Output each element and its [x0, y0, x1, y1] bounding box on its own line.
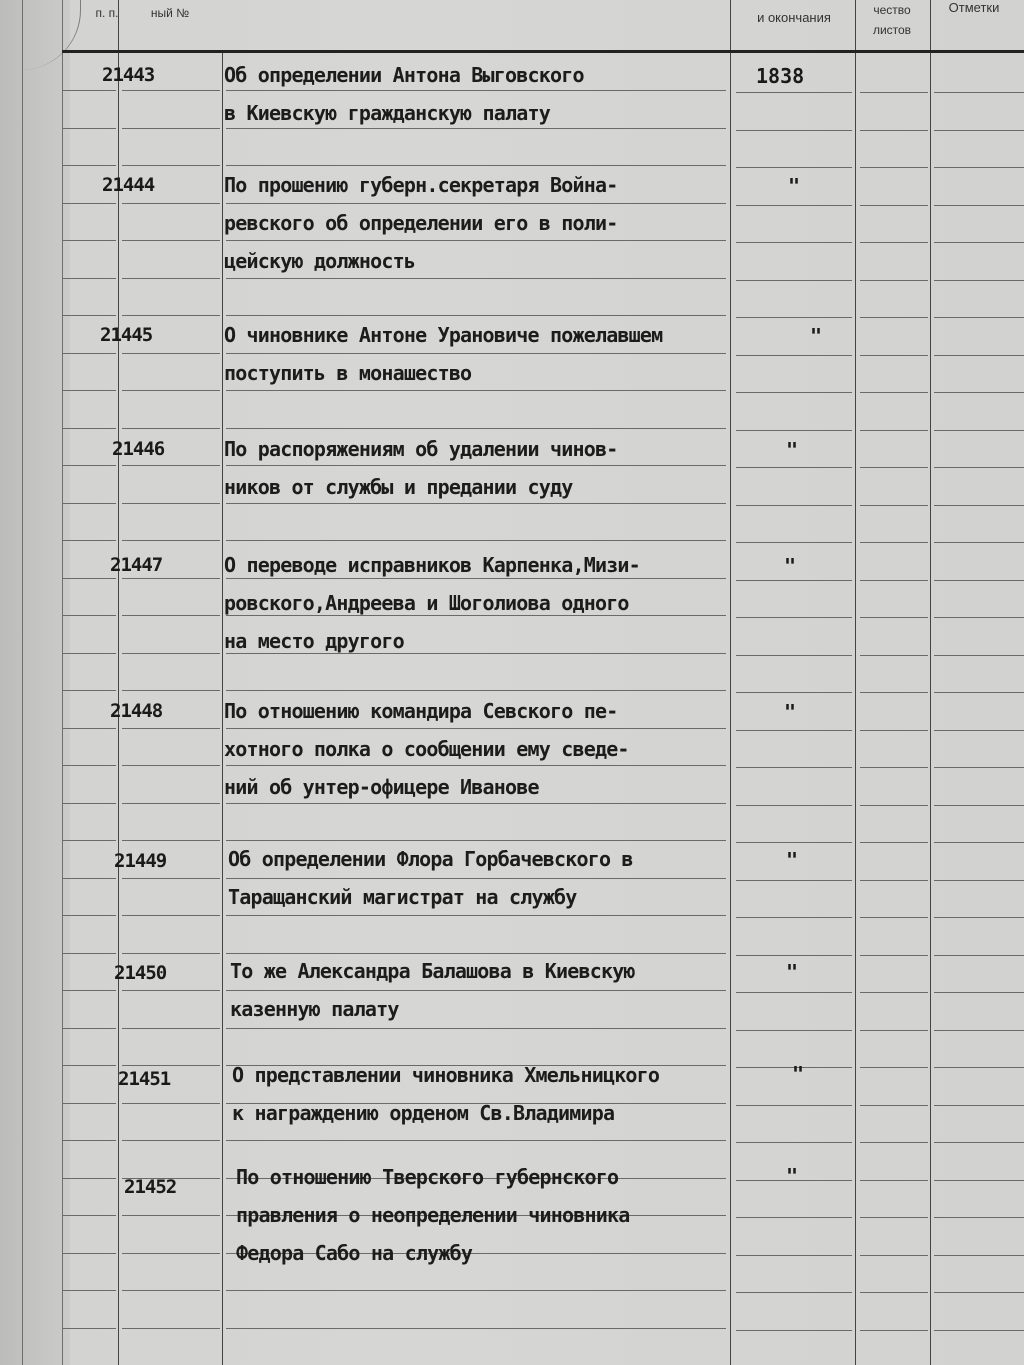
ruled-line [860, 467, 928, 468]
ruled-line [736, 467, 852, 468]
ruled-line [736, 355, 852, 356]
ruled-line [736, 1030, 852, 1031]
entry-number: 21444 [102, 174, 155, 196]
ruled-line [62, 578, 116, 579]
entry-ditto: " [786, 438, 799, 462]
ruled-line [62, 278, 116, 279]
entry-text-line: Об определении Флора Горбачевского в [228, 847, 633, 871]
ruled-line [860, 1067, 928, 1068]
ruled-line [226, 1290, 726, 1291]
ruled-line [860, 317, 928, 318]
ruled-line [62, 203, 116, 204]
ruled-line [62, 1028, 116, 1029]
ruled-line [860, 1030, 928, 1031]
ruled-line [934, 355, 1024, 356]
ruled-line [860, 955, 928, 956]
ruled-line [736, 1142, 852, 1143]
ruled-line [934, 917, 1024, 918]
ruled-line [122, 540, 220, 541]
ruled-line [122, 878, 220, 879]
ruled-line [62, 353, 116, 354]
ruled-line [860, 842, 928, 843]
ruled-line [226, 315, 726, 316]
entry-text-line: ревского об определении его в поли- [224, 211, 618, 235]
ruled-line [62, 690, 116, 691]
ruled-line [860, 1105, 928, 1106]
ruled-line [736, 92, 852, 93]
ruled-line [122, 578, 220, 579]
entry-text-line: на место другого [224, 629, 404, 653]
ruled-line [736, 242, 852, 243]
ruled-line [226, 428, 726, 429]
entry-ditto: " [784, 554, 797, 578]
ruled-line [62, 803, 116, 804]
ruled-line [736, 1292, 852, 1293]
ruled-line [934, 805, 1024, 806]
ruled-line [736, 1105, 852, 1106]
ruled-line [62, 915, 116, 916]
ruled-line [62, 1103, 116, 1104]
entry-text-line: По отношению командира Севского пе- [224, 699, 618, 723]
entry-text-line: цейскую должность [224, 249, 416, 273]
entry-year: 1838 [756, 64, 805, 88]
entry-ditto: " [786, 960, 799, 984]
ruled-line [122, 1103, 220, 1104]
entry-text-line: То же Александра Балашова в Киевскую [230, 959, 635, 983]
ruled-line [62, 990, 116, 991]
ruled-line [860, 580, 928, 581]
entry-text-line: поступить в монашество [224, 361, 472, 385]
entry-number: 21448 [110, 700, 163, 722]
ruled-line [122, 765, 220, 766]
ruled-line [860, 917, 928, 918]
ruled-line [934, 1330, 1024, 1331]
ruled-line [736, 505, 852, 506]
ruled-line [860, 505, 928, 506]
ruled-line [860, 767, 928, 768]
entry-text-line: ний об унтер-офицере Иванове [224, 775, 539, 799]
ruled-line [736, 692, 852, 693]
entry-text-line: По отношению Тверского губернского [236, 1165, 619, 1189]
entry-text-line: По распоряжениям об удалении чинов- [224, 437, 618, 461]
ruled-line [736, 542, 852, 543]
ruled-line [122, 803, 220, 804]
ruled-line [62, 615, 116, 616]
ruled-line [122, 653, 220, 654]
ruled-line [62, 653, 116, 654]
ruled-line [860, 805, 928, 806]
ruled-line [860, 692, 928, 693]
ruled-line [736, 767, 852, 768]
ruled-line [860, 730, 928, 731]
ruled-line [736, 992, 852, 993]
header-sheets: чество листов [872, 3, 912, 37]
ruled-line [934, 542, 1024, 543]
column-rule [222, 50, 223, 1365]
ruled-line [122, 390, 220, 391]
ruled-line [860, 92, 928, 93]
ruled-line [934, 617, 1024, 618]
ruled-line [122, 1028, 220, 1029]
ruled-line [860, 205, 928, 206]
ruled-line [62, 1290, 116, 1291]
header-notes: Отметки [948, 0, 1000, 15]
ruled-line [860, 1142, 928, 1143]
column-rule [930, 0, 931, 1365]
entry-number: 21452 [124, 1176, 177, 1198]
table-header [62, 0, 1024, 53]
ruled-line [934, 655, 1024, 656]
ruled-line [934, 205, 1024, 206]
entry-text-line: Федора Сабо на службу [236, 1241, 473, 1265]
entry-ditto: " [786, 1164, 799, 1188]
ruled-line [736, 430, 852, 431]
ruled-line [934, 955, 1024, 956]
ruled-line [934, 92, 1024, 93]
entry-number: 21446 [112, 438, 165, 460]
ruled-line [934, 1142, 1024, 1143]
ruled-line [934, 1292, 1024, 1293]
ruled-line [62, 765, 116, 766]
ruled-line [934, 730, 1024, 731]
ruled-line [934, 1217, 1024, 1218]
ruled-line [226, 690, 726, 691]
ruled-line [934, 1255, 1024, 1256]
entry-number: 21449 [114, 850, 167, 872]
entry-text-line: в Киевскую гражданскую палату [224, 101, 550, 125]
entry-text-line: правления о неопределении чиновника [236, 1203, 630, 1227]
ruled-line [736, 280, 852, 281]
entry-text-line: По прошению губерн.секретаря Война- [224, 173, 618, 197]
ruled-line [122, 1140, 220, 1141]
ruled-line [122, 240, 220, 241]
header-number: ный № [150, 6, 190, 20]
ruled-line [934, 692, 1024, 693]
ruled-line [62, 728, 116, 729]
ruled-line [934, 280, 1024, 281]
ruled-line [860, 430, 928, 431]
page-edge [22, 0, 23, 1365]
entry-number: 21447 [110, 554, 163, 576]
entry-number: 21450 [114, 962, 167, 984]
ruled-line [736, 392, 852, 393]
ruled-line [934, 992, 1024, 993]
ruled-line [860, 1255, 928, 1256]
page-binding [0, 0, 70, 1365]
ruled-line [122, 1065, 220, 1066]
ruled-line [860, 167, 928, 168]
ruled-line [736, 955, 852, 956]
entry-ditto: " [788, 174, 801, 198]
ruled-line [736, 842, 852, 843]
ruled-line [122, 278, 220, 279]
ruled-line [62, 165, 116, 166]
ruled-line [860, 880, 928, 881]
ruled-line [934, 1067, 1024, 1068]
entry-text-line: О чиновнике Антоне Урановиче пожелавшем [224, 323, 663, 347]
ruled-line [860, 542, 928, 543]
ruled-line [226, 1140, 726, 1141]
ruled-line [934, 242, 1024, 243]
entry-text-line: О представлении чиновника Хмельницкого [232, 1063, 660, 1087]
ruled-line [122, 690, 220, 691]
ruled-line [860, 655, 928, 656]
ruled-line [62, 503, 116, 504]
ruled-line [736, 880, 852, 881]
ruled-line [62, 953, 116, 954]
ruled-line [62, 878, 116, 879]
ruled-line [736, 317, 852, 318]
ruled-line [736, 805, 852, 806]
ruled-line [62, 465, 116, 466]
ruled-line [62, 1328, 116, 1329]
ruled-line [122, 203, 220, 204]
ruled-line [934, 767, 1024, 768]
ruled-line [122, 1253, 220, 1254]
entry-number: 21451 [118, 1068, 171, 1090]
ruled-line [736, 1330, 852, 1331]
ruled-line [934, 467, 1024, 468]
ruled-line [122, 428, 220, 429]
ruled-line [860, 1330, 928, 1331]
entry-text-line: хотного полка о сообщении ему сведе- [224, 737, 629, 761]
ruled-line [934, 167, 1024, 168]
ruled-line [62, 390, 116, 391]
ruled-line [62, 128, 116, 129]
ruled-line [860, 617, 928, 618]
ruled-line [736, 917, 852, 918]
ruled-line [122, 1328, 220, 1329]
entry-ditto: " [786, 848, 799, 872]
page-edge [62, 0, 63, 1365]
ruled-line [122, 128, 220, 129]
ruled-line [736, 580, 852, 581]
entry-text-line: Об определении Антона Выговского [224, 63, 584, 87]
ruled-line [860, 992, 928, 993]
column-rule [118, 0, 119, 1365]
ruled-line [934, 1030, 1024, 1031]
ruled-line [860, 392, 928, 393]
ruled-line [226, 1328, 726, 1329]
ruled-line [934, 880, 1024, 881]
entry-text-line: казенную палату [230, 997, 399, 1021]
ruled-line [736, 655, 852, 656]
ruled-line [122, 728, 220, 729]
header-index: п. п. [95, 6, 119, 20]
ruled-line [122, 1215, 220, 1216]
ruled-line [62, 1178, 116, 1179]
ruled-line [122, 353, 220, 354]
entry-text-line: Таращанский магистрат на службу [228, 885, 577, 909]
ruled-line [934, 1105, 1024, 1106]
entry-ditto: " [784, 700, 797, 724]
ruled-line [860, 1292, 928, 1293]
entry-text-line: к награждению орденом Св.Владимира [232, 1101, 615, 1125]
header-dates: и окончания [757, 10, 831, 25]
ruled-line [62, 240, 116, 241]
ruled-line [62, 428, 116, 429]
ruled-line [934, 1180, 1024, 1181]
entry-number: 21443 [102, 64, 155, 86]
ruled-line [122, 915, 220, 916]
ruled-line [934, 580, 1024, 581]
ruled-line [122, 465, 220, 466]
ruled-line [934, 317, 1024, 318]
ruled-line [934, 430, 1024, 431]
ruled-line [122, 990, 220, 991]
ruled-line [62, 540, 116, 541]
ruled-line [860, 355, 928, 356]
ruled-line [226, 540, 726, 541]
entry-text-line: ников от службы и предании суду [224, 475, 573, 499]
ruled-line [122, 503, 220, 504]
ruled-line [62, 1253, 116, 1254]
ruled-line [860, 130, 928, 131]
ruled-line [736, 167, 852, 168]
ruled-line [122, 953, 220, 954]
ruled-line [62, 1065, 116, 1066]
ruled-line [122, 165, 220, 166]
ruled-line [934, 130, 1024, 131]
ruled-line [122, 1290, 220, 1291]
ruled-line [122, 90, 220, 91]
ruled-line [122, 315, 220, 316]
entry-ditto: " [792, 1062, 805, 1086]
column-rule [855, 0, 856, 1365]
ruled-line [736, 205, 852, 206]
ruled-line [226, 165, 726, 166]
ruled-line [860, 1217, 928, 1218]
entry-ditto: " [810, 324, 823, 348]
entry-text-line: ровского,Андреева и Шоголиова одного [224, 591, 629, 615]
ruled-line [860, 242, 928, 243]
entry-number: 21445 [100, 324, 153, 346]
ruled-line [860, 1180, 928, 1181]
ruled-line [860, 280, 928, 281]
ruled-line [122, 615, 220, 616]
entry-text-line: О переводе исправников Карпенка,Мизи- [224, 553, 640, 577]
ruled-line [736, 617, 852, 618]
ruled-line [226, 840, 726, 841]
ruled-line [62, 315, 116, 316]
ruled-line [62, 840, 116, 841]
ruled-line [62, 1215, 116, 1216]
ruled-line [934, 392, 1024, 393]
ruled-line [934, 842, 1024, 843]
ruled-line [736, 130, 852, 131]
ruled-line [934, 505, 1024, 506]
ruled-line [122, 840, 220, 841]
ruled-line [736, 730, 852, 731]
ruled-line [62, 1140, 116, 1141]
ruled-line [62, 90, 116, 91]
